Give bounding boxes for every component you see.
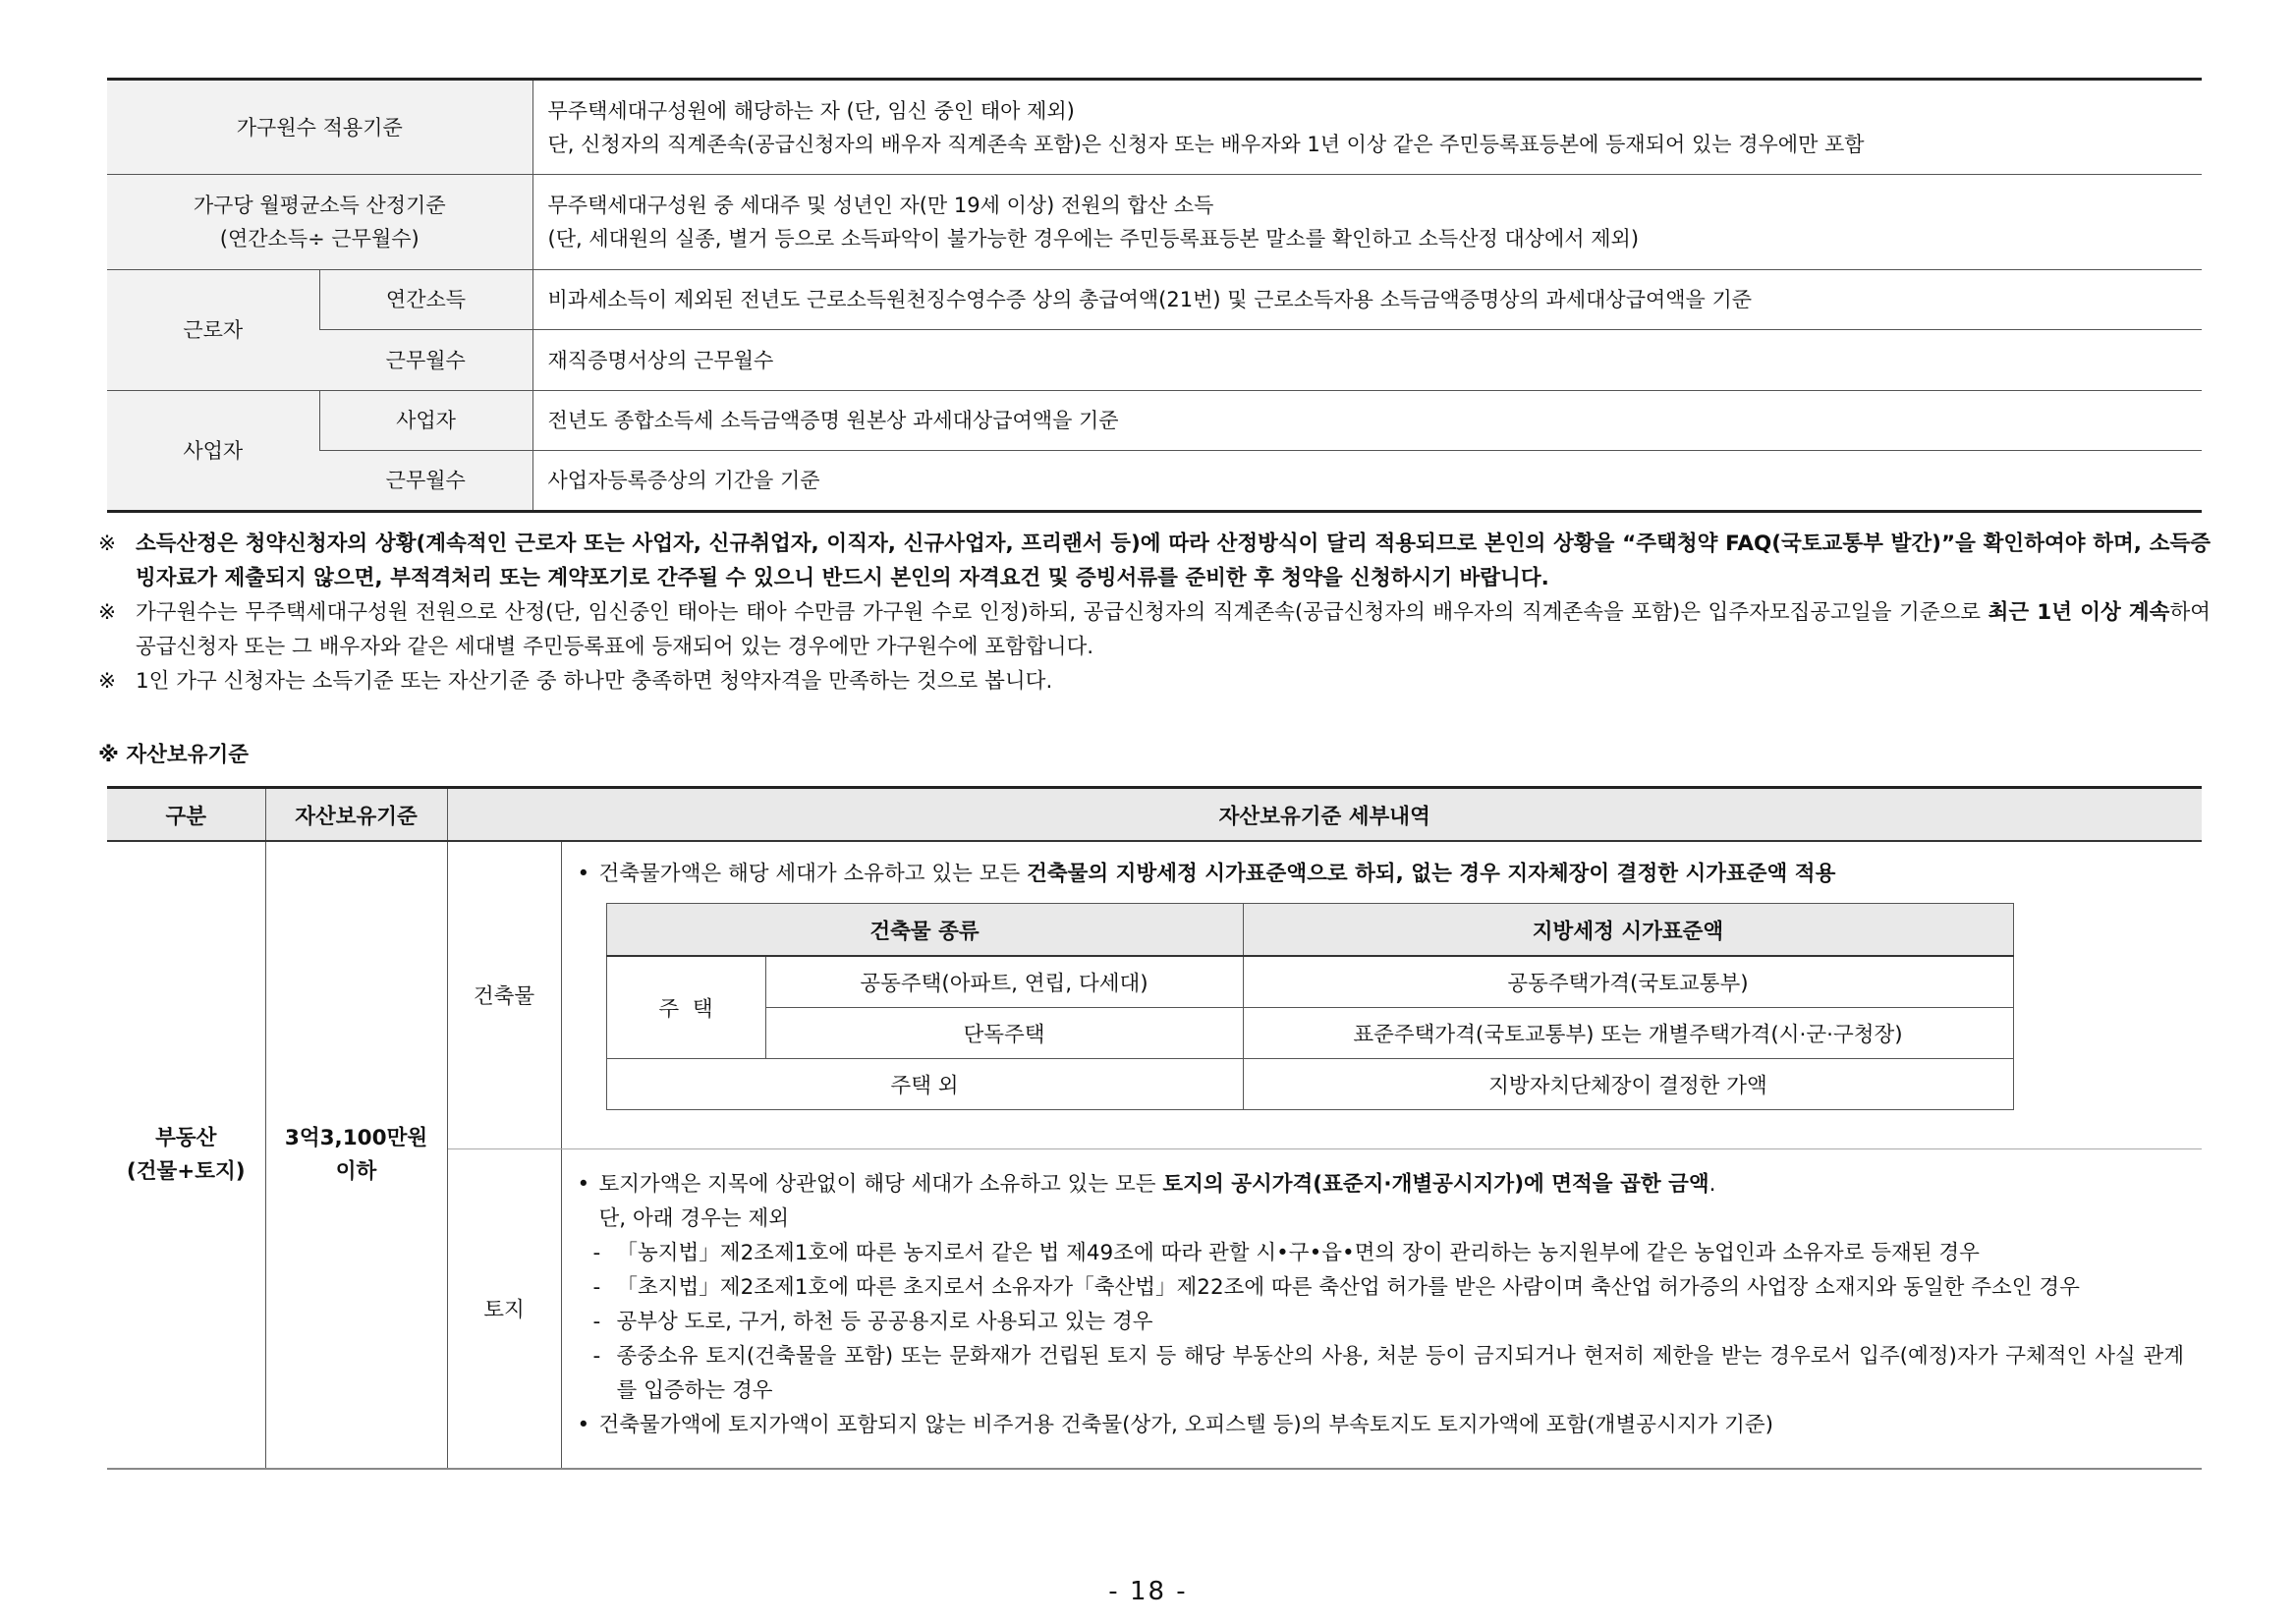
building-bullet — [578, 857, 2185, 891]
inner-row — [606, 1008, 2013, 1059]
worker-annual-label: 연간소득 — [319, 270, 532, 330]
note2-tail: 하여 공급신청자 또는 그 배우자와 같은 세대별 주민등록표에 등재되어 있는 경우에만 가구원수에 포함합니다. — [136, 600, 2211, 659]
business-months-value: 사업자등록증상의 기간을 기준 — [532, 451, 2202, 512]
category-line2: (건물+토지) — [126, 1158, 246, 1184]
reference-mark: ※ — [98, 600, 117, 625]
header-detail: 자산보유기준 세부내역 — [447, 788, 2202, 842]
land-exception-item: - 공부상 도로, 구거, 하천 등 공공용지로 사용되고 있는 경우 — [592, 1309, 1153, 1334]
note1-text: 소득산정은 청약신청자의 상황(계속적인 근로자 또는 사업자, 신규취업자, 이직자, 신규사업자, 프리랜서 등)에 따라 산정방식이 달리 적용되므로 본인의 상황을 “주택청약 FAQ(국토교통부 발간)”을 확인하여야 하며, 소득증빙자료가 제출되지 않으면, 부적격처리 또는 계약포기로 간주될 수 있으니 반드시 본인의 자격요건 및 증빙서류를 준비한 후 청약을 신청하시기 바랍니다. — [136, 532, 2211, 590]
asset-section-title: ※ 자산보유기준 — [98, 743, 250, 767]
inner-header-value: 지방세정 시가표준액 — [1243, 904, 2013, 957]
land-exception-item: - 종중소유 토지(건축물을 포함) 또는 문화재가 건립된 토지 등 해당 부동산의 사용, 처분 등이 금지되거나 현저히 제한을 받는 경우로서 입주(예정)자가 구체적인 사실 관계를 입증하는 경우 — [592, 1343, 2184, 1403]
table-row — [107, 175, 2202, 270]
land-exception-text: 공부상 도로, 구거, 하천 등 공공용지로 사용되고 있는 경우 — [616, 1309, 1153, 1334]
land-bullet-bold: 토지의 공시가격(표준지·개별공시지가)에 면적을 곱한 금액 — [1162, 1171, 1709, 1197]
business-label: 사업자 — [107, 391, 319, 512]
table-header-row — [107, 788, 2202, 842]
building-detail — [561, 841, 2202, 1148]
land-bullet2-text: 건축물가액에 토지가액이 포함되지 않는 비주거용 건축물(상가, 오피스텔 등)의 부속토지도 토지가액에 포함(개별공시지가 기준) — [598, 1412, 1774, 1437]
land-exception-text: 「농지법」제2조제1호에 따른 농지로서 같은 법 제49조에 따라 관할 시•구•읍•면의 장이 관리하는 농지원부에 같은 농업인과 소유자로 등재된 경우 — [616, 1240, 1980, 1265]
land-exception-item: - 「농지법」제2조제1호에 따른 농지로서 같은 법 제49조에 따라 관할 시•구•읍•면의 장이 관리하는 농지원부에 같은 농업인과 소유자로 등재된 경우 — [592, 1240, 1980, 1265]
note2-text: 가구원수는 무주택세대구성원 전원으로 산정(단, 임신중인 태아는 태아 수만큼 가구원 수로 인정)하되, 공급신청자의 직계존속(공급신청자의 배우자의 직계존속을 포함)은 입주자모집공고일을 기준으로 — [136, 600, 1988, 625]
household-count-label: 가구원수 적용기준 — [107, 80, 532, 175]
land-detail — [561, 1148, 2202, 1469]
category-line1: 부동산 — [155, 1125, 217, 1150]
land-bullet — [578, 1167, 2185, 1202]
household-count-line2: 단, 신청자의 직계존속(공급신청자의 배우자 직계존속 포함)은 신청자 또는 배우자와 1년 이상 같은 주민등록표등본에 등재되어 있는 경우에만 포함 — [547, 132, 1865, 156]
reference-mark: ※ — [98, 532, 117, 556]
asset-criteria-table — [107, 786, 2202, 1470]
household-count-line1: 무주택세대구성원에 해당하는 자 (단, 임신 중인 태아 제외) — [547, 98, 1075, 123]
income-value — [532, 175, 2202, 270]
threshold-line2: 이하 — [335, 1158, 377, 1184]
table-row — [107, 270, 2202, 330]
income-line1: 무주택세대구성원 중 세대주 및 성년인 자(만 19세 이상) 전원의 합산 소득 — [547, 194, 1214, 217]
notes — [98, 527, 2211, 699]
land-exception-intro: 단, 아래 경우는 제외 — [598, 1205, 789, 1231]
building-bullet-plain: 건축물가액은 해당 세대가 소유하고 있는 모든 — [598, 862, 1028, 886]
note-household-count — [98, 595, 2211, 664]
reference-mark: ※ — [98, 669, 117, 694]
table-row-building — [107, 841, 2202, 1148]
worker-months-value: 재직증명서상의 근무월수 — [532, 330, 2202, 391]
threshold-cell — [265, 841, 447, 1469]
note-single-household — [98, 664, 2211, 699]
inner-type-cell: 단독주택 — [765, 1008, 1243, 1059]
land-exception-item: - 「초지법」제2조제1호에 따른 초지로서 소유자가「축산법」제22조에 따른 축산업 허가를 받은 사람이며 축산업 허가증의 사업장 소재지와 동일한 주소인 경우 — [592, 1274, 2080, 1300]
category-cell — [107, 841, 265, 1469]
bullet-dot: • — [577, 1412, 590, 1437]
other-value: 지방자치단체장이 결정한 가액 — [1243, 1059, 2013, 1110]
threshold-line1: 3억3,100만원 — [284, 1125, 428, 1150]
note2-bold: 최근 1년 이상 계속 — [1988, 600, 2170, 625]
inner-value-cell: 표준주택가격(국토교통부) 또는 개별주택가격(시·군·구청장) — [1243, 1008, 2013, 1059]
building-type-table — [606, 903, 2014, 1110]
table-row — [107, 80, 2202, 175]
inner-header-row — [606, 904, 2013, 957]
housing-label: 주 택 — [606, 956, 765, 1059]
income-criteria-table — [107, 78, 2202, 513]
income-label — [107, 175, 532, 270]
business-months-label: 근무월수 — [319, 451, 532, 512]
inner-header-type: 건축물 종류 — [606, 904, 1243, 957]
worker-months-label: 근무월수 — [319, 330, 532, 391]
worker-label: 근로자 — [107, 270, 319, 391]
worker-annual-value: 비과세소득이 제외된 전년도 근로소득원천징수영수증 상의 총급여액(21번) 및 근로소득자용 소득금액증명상의 과세대상급여액을 기준 — [532, 270, 2202, 330]
bullet-dot: • — [577, 862, 590, 886]
building-label: 건축물 — [447, 841, 561, 1148]
bullet-dot: • — [577, 1171, 590, 1197]
household-count-value — [532, 80, 2202, 175]
inner-row — [606, 956, 2013, 1008]
inner-row — [606, 1059, 2013, 1110]
note3-text: 1인 가구 신청자는 소득기준 또는 자산기준 중 하나만 충족하면 청약자격을 만족하는 것으로 봅니다. — [136, 669, 1053, 694]
business-sub-label: 사업자 — [319, 391, 532, 451]
land-bullet-2 — [578, 1408, 2185, 1442]
business-value: 전년도 종합소득세 소득금액증명 원본상 과세대상급여액을 기준 — [532, 391, 2202, 451]
land-exception-text: 「초지법」제2조제1호에 따른 초지로서 소유자가「축산법」제22조에 따른 축산업 허가를 받은 사람이며 축산업 허가증의 사업장 소재지와 동일한 주소인 경우 — [616, 1274, 2080, 1300]
land-exception-text: 종중소유 토지(건축물을 포함) 또는 문화재가 건립된 토지 등 해당 부동산의 사용, 처분 등이 금지되거나 현저히 제한을 받는 경우로서 입주(예정)자가 구체적인 사실 관계를 입증하는 경우 — [616, 1343, 2184, 1403]
land-bullet-plain: 토지가액은 지목에 상관없이 해당 세대가 소유하고 있는 모든 — [598, 1171, 1163, 1197]
table-row — [107, 330, 2202, 391]
income-line2: (단, 세대원의 실종, 별거 등으로 소득파악이 불가능한 경우에는 주민등록표등본 말소를 확인하고 소득산정 대상에서 제외) — [547, 227, 1640, 251]
note-income-calculation — [98, 527, 2211, 595]
land-label: 토지 — [447, 1148, 561, 1469]
table-row — [107, 391, 2202, 451]
table-row — [107, 451, 2202, 512]
inner-type-cell: 공동주택(아파트, 연립, 다세대) — [765, 956, 1243, 1008]
land-bullet-end: . — [1708, 1171, 1716, 1197]
income-label-line1: 가구당 월평균소득 산정기준 — [193, 194, 446, 217]
income-label-line2: (연간소득÷ 근무월수) — [219, 227, 420, 251]
header-category: 구분 — [107, 788, 265, 842]
inner-value-cell: 공동주택가격(국토교통부) — [1243, 956, 2013, 1008]
building-bullet-bold: 건축물의 지방세정 시가표준액으로 하되, 없는 경우 지자체장이 결정한 시가표준액 적용 — [1027, 862, 1836, 886]
header-threshold: 자산보유기준 — [265, 788, 447, 842]
page-number: - 18 - — [1108, 1577, 1188, 1606]
other-label: 주택 외 — [606, 1059, 1243, 1110]
